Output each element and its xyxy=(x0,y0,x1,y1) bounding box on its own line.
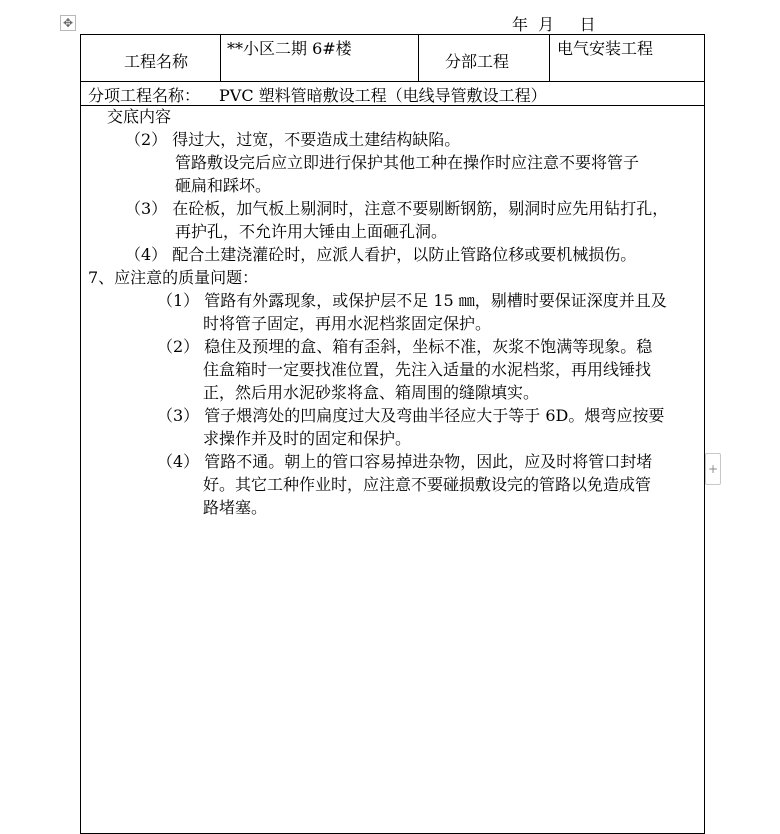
item-label: 分项工程名称： xyxy=(88,86,201,105)
content-line: （3） 管子煨湾处的凹扁度过大及弯曲半径应大于等于 6D。煨弯应按要 xyxy=(157,406,665,425)
content-line: 再护孔，不允许用大锤由上面砸孔洞。 xyxy=(175,222,448,241)
content-line: 砸扁和踩坏。 xyxy=(175,176,272,195)
add-row-handle[interactable] xyxy=(705,453,721,485)
item-value[interactable]: PVC 塑料管暗敷设工程（电线导管敷设工程） xyxy=(219,86,547,105)
project-name-value[interactable]: **小区二期 6#楼 xyxy=(227,39,352,58)
date-line: 年 月 日 xyxy=(512,15,596,34)
content-line: （1） 管路有外露现象，或保护层不足 15 ㎜，剔槽时要保证深度并且及 xyxy=(157,291,667,310)
content-line: （3） 在砼板，加气板上剔洞时，注意不要剔断钢筋，剔洞时应先用钻打孔， xyxy=(125,199,669,218)
section-title: 交底内容 xyxy=(107,107,172,126)
row-divider-1 xyxy=(81,81,704,82)
content-line: （4） 管路不通。朝上的管口容易掉进杂物，因此，应及时将管口封堵 xyxy=(157,452,653,471)
content-line: （4） 配合土建浇灌砼时，应派人看护，以防止管路位移或要机械损伤。 xyxy=(125,245,637,264)
content-line: 管路敷设完后应立即进行保护其他工种在操作时应注意不要将管子 xyxy=(175,153,640,172)
sub-project-label: 分部工程 xyxy=(445,52,510,71)
col-divider-2 xyxy=(418,35,419,82)
content-line: （2） 得过大，过宽，不要造成土建结构缺陷。 xyxy=(125,130,461,149)
content-line: 住盒箱时一定要找准位置，先注入适量的水泥档浆，再用线锤找 xyxy=(203,360,652,379)
col-divider-3 xyxy=(549,35,550,82)
quality-issues-heading: 7、应注意的质量问题： xyxy=(88,268,259,287)
project-name-label: 工程名称 xyxy=(124,52,189,71)
content-line: 求操作并及时的固定和保护。 xyxy=(203,429,412,448)
content-line: （2） 稳住及预埋的盒、箱有歪斜，坐标不准，灰浆不饱满等现象。稳 xyxy=(157,337,653,356)
disclosure-table xyxy=(80,34,705,834)
table-move-handle[interactable] xyxy=(60,15,76,31)
content-line: 时将管子固定，再用水泥档浆固定保护。 xyxy=(203,314,492,333)
content-line: 好。其它工种作业时，应注意不要碰损敷设完的管路以免造成管 xyxy=(203,475,652,494)
content-line: 路堵塞。 xyxy=(203,498,268,517)
move-icon: ✥ xyxy=(62,16,74,30)
add-row-icon: + xyxy=(707,462,719,476)
sub-project-value[interactable]: 电气安装工程 xyxy=(557,39,654,58)
content-line: 正，然后用水泥砂浆将盒、箱周围的缝隙填实。 xyxy=(203,383,540,402)
col-divider-1 xyxy=(220,35,221,82)
